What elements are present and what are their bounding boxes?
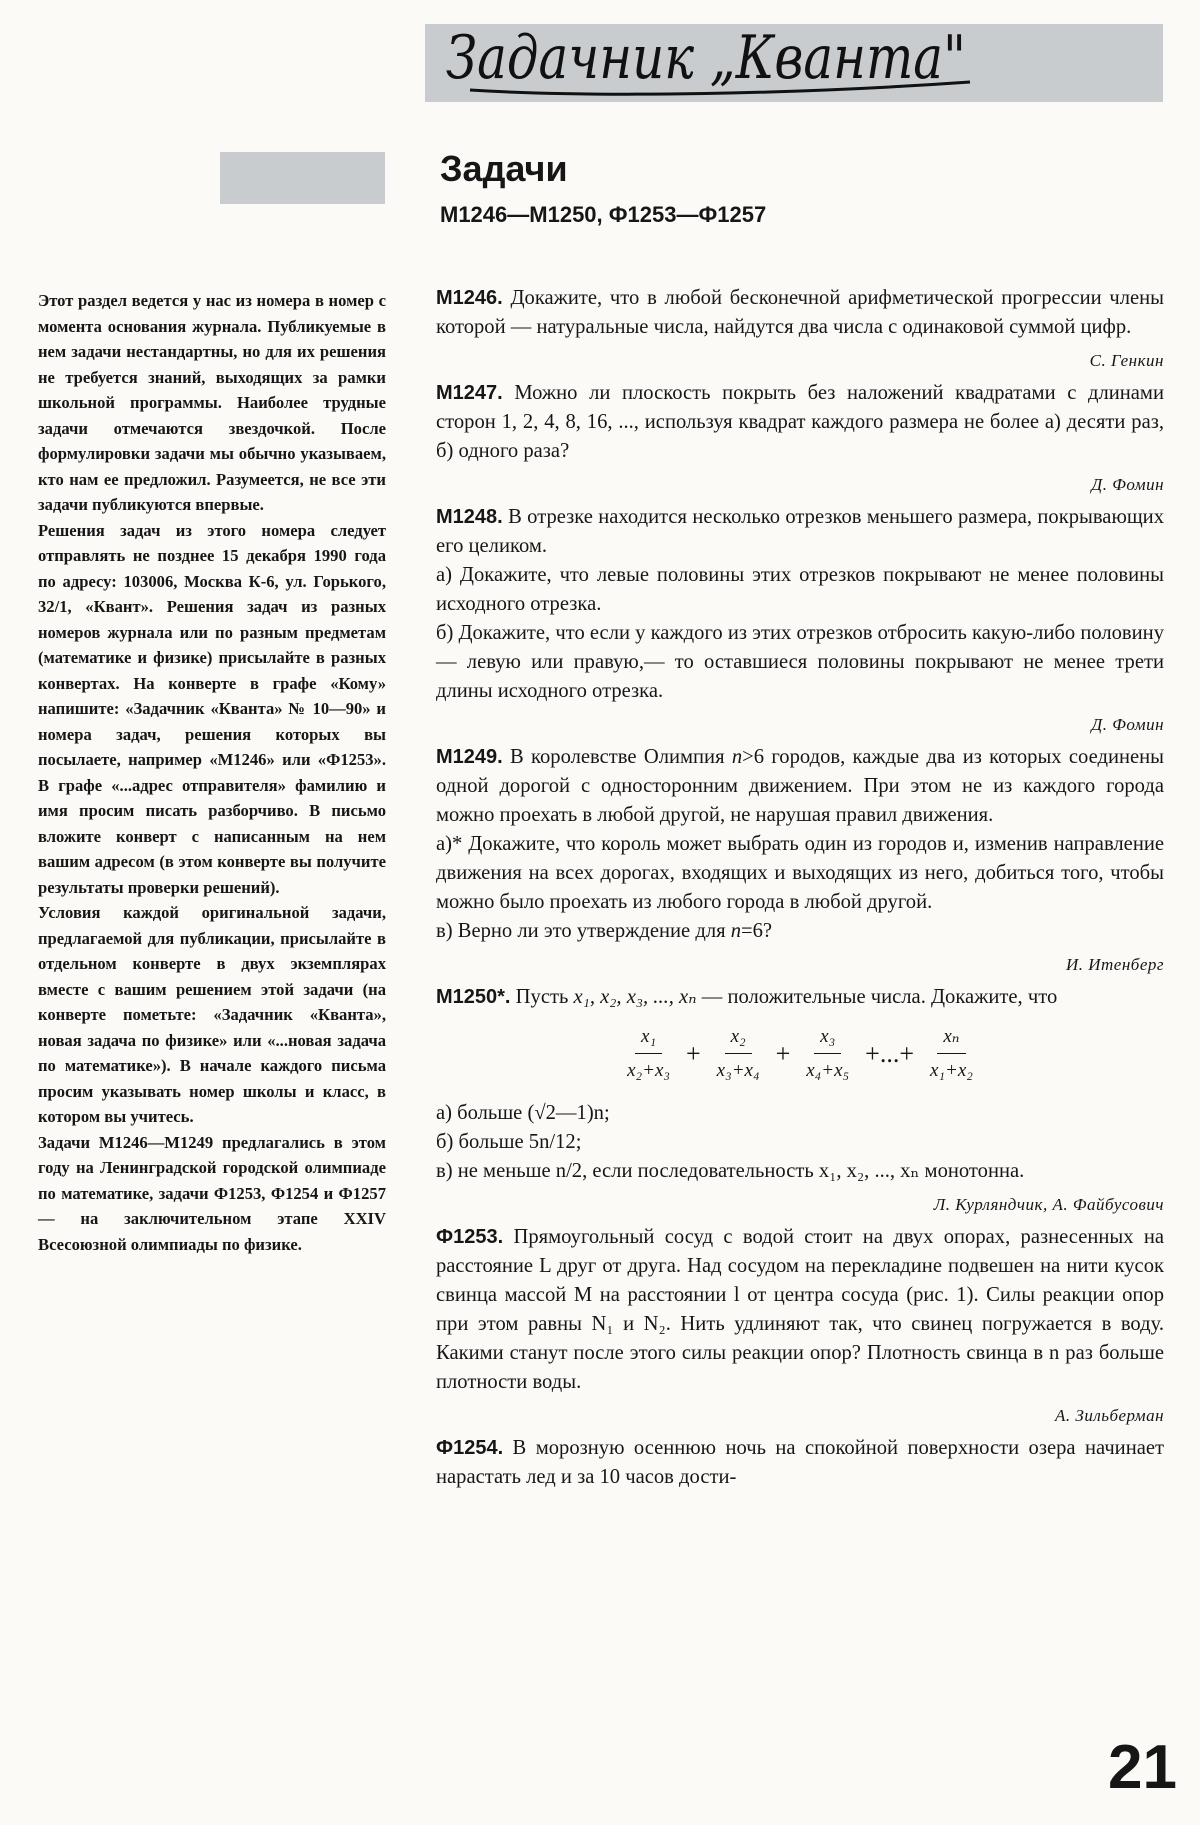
sidebar-paragraph: Задачи М1246—М1249 предлагались в этом году на Ленинградской городской олимпиаде по математике, задачи Ф1253, Ф1254 и Ф1257 — на заключительном этапе XXIV Всесоюзной олимпиады по физике. [38, 1132, 386, 1254]
problem-id: М1247. [436, 382, 503, 404]
variable-n: n [730, 920, 742, 942]
problem-author: А. Зильберман [1055, 1406, 1164, 1425]
problem-m1250 [436, 983, 1164, 1218]
problem-author: Д. Фомин [1091, 715, 1164, 734]
sidebar-paragraph: Условия каждой оригинальной задачи, предлагаемой для публикации, присылайте в отдельном конверте в двух экземплярах вместе с вашим решением этой задачи (на конверте пометьте: «Задачник «Кванта», новая задача по физике» или «...новая задача по математике»). В начале каждого письма просим указывать номер школы и класс, в котором вы учитесь. [38, 903, 386, 1126]
plus-sign: + [686, 1039, 701, 1068]
fraction [924, 1022, 979, 1085]
fraction-denominator: x₂+x₃ [627, 1060, 670, 1081]
problem-part-a: а)* Докажите, что король может выбрать один из городов и, изменив направление движения на всех дорогах, входящих и выходящих из него, добиться того, чтобы можно было проехать из любого города в любой другой. [436, 833, 1164, 913]
section-subtitle: М1246—М1250, Ф1253—Ф1257 [440, 202, 767, 227]
section-title: Задачи [440, 148, 568, 189]
problem-id: М1248. [436, 506, 503, 528]
fraction-numerator: x₂ [725, 1022, 752, 1054]
problem-id: Ф1253. [436, 1226, 504, 1248]
fraction-denominator: x₁+x₂ [929, 1060, 973, 1081]
problem-text: городов, каждые два из которых соединены одной дорогой с односторонним движением. При этом не из каждого города можно проехать в любой другой, не нарушая правил движения. [436, 746, 1164, 826]
page-number: 21 [1108, 1733, 1177, 1802]
problem-text: Докажите, что в любой бесконечной арифметической прогрессии члены которой — натуральные числа, найдутся два числа с одинаковой суммой цифр. [436, 287, 1164, 338]
problem-id: М1246. [436, 287, 503, 309]
problem-f1254 [436, 1434, 1164, 1492]
problem-text: Можно ли плоскость покрыть без наложений квадратами с длинами сторон 1, 2, 4, 8, 16, ..., используя квадрат каждого размера не более а) десяти раз, б) одного раза? [436, 382, 1164, 462]
problem-text: — положительные числа. Докажите, что [701, 986, 1058, 1008]
problem-f1253 [436, 1223, 1164, 1429]
sidebar-paragraph: Решения задач из этого номера следует отправлять не позднее 15 декабря 1990 года по адресу: 103006, Москва К-6, ул. Горького, 32/1, «Квант». Решения задач из разных номеров журнала или по разным предметам (математике и физике) присылайте в разных конвертах. На конверте в графе «Кому» напишите: «Задачник «Кванта» № 10—90» и номера задач, решения которых вы посылаете, например «М1246» или «Ф1253». В графе «...адрес отправителя» фамилию и имя просим писать разборчиво. В письмо вложите конверт с написанным на нем вашим адресом (в этом конверте вы получите результаты проверки решений). [38, 520, 386, 897]
problem-author: И. Итенберг [1065, 955, 1164, 974]
problem-text: Прямоугольный сосуд с водой стоит на двух опорах, разнесенных на расстояние L друг от друга. Над сосудом на перекладине подвешен на нити кусок свинца массой M на расстоянии l от центра сосуда (рис. 1). Силы реакции опор при этом равны N₁ и N₂. Нить удлиняют так, что свинец погружается в воду. Какими станут после этого силы реакции опор? Плотность свинца в n раз больше плотности воды. [436, 1226, 1164, 1393]
problems-column [436, 284, 1164, 1497]
problem-part-b-eq: =6? [741, 920, 773, 942]
problem-text: Пусть [515, 986, 569, 1008]
masthead-logo [440, 8, 980, 100]
problem-part-b: б) Докажите, что если у каждого из этих отрезков отбросить какую-либо половину — левую или правую,— то оставшиеся половины покрывают не менее трети длины исходного отрезка. [436, 622, 1164, 702]
problem-m1248 [436, 503, 1164, 738]
variable-n: n [731, 746, 743, 768]
plus-sign: + [775, 1039, 791, 1068]
sidebar-info [38, 288, 386, 1257]
problem-id: М1249. [436, 746, 503, 768]
fraction-numerator: x₃ [814, 1022, 841, 1054]
sequence-vars: x₁, x₂, x₃, ..., xₙ [573, 986, 697, 1008]
problem-id: Ф1254. [436, 1437, 504, 1459]
problem-part-b: в) Верно ли это утверждение для [436, 920, 731, 942]
problem-id: М1250*. [436, 986, 511, 1008]
problem-part-c: в) не меньше n/2, если последовательность x₁, x₂, ..., xₙ монотонна. [436, 1160, 1025, 1182]
problem-text: В королевстве Олимпия [510, 746, 732, 768]
problem-part-b: б) больше 5n/12; [436, 1131, 582, 1153]
fraction-denominator: x₄+x₅ [806, 1060, 850, 1081]
problem-author: С. Генкин [1089, 351, 1164, 370]
problem-text: В отрезке находится несколько отрезков меньшего размера, покрывающих его целиком. [436, 506, 1164, 557]
problem-m1249 [436, 743, 1164, 978]
ellipsis-sign: +...+ [865, 1039, 914, 1068]
fraction [800, 1022, 855, 1085]
problem-condition: >6 [742, 746, 765, 768]
problem-m1246 [436, 284, 1164, 374]
fraction-numerator: xₙ [937, 1022, 965, 1054]
masthead-text: Задачник „Кванта" [446, 23, 966, 93]
gray-tab [220, 152, 385, 204]
sidebar-paragraph: Этот раздел ведется у нас из номера в номер с момента основания журнала. Публикуемые в нем задачи нестандартны, но для их решения не требуется знаний, выходящих за рамки школьной программы. Наиболее трудные задачи отмечаются звездочкой. После формулировки задачи мы обычно указываем, кто нам ее предложил. Разумеется, не все эти задачи публикуются впервые. [38, 291, 386, 514]
fraction-denominator: x₃+x₄ [716, 1060, 760, 1081]
problem-text: В морозную осеннюю ночь на спокойной поверхности озера начинает нарастать лед и за 10 часов дости- [436, 1437, 1164, 1488]
problem-author: Л. Курляндчик, А. Файбусович [933, 1195, 1164, 1214]
fraction [711, 1022, 766, 1085]
problem-m1247 [436, 379, 1164, 498]
fraction-numerator: x₁ [635, 1022, 662, 1054]
inequality-formula [436, 1022, 1164, 1085]
problem-author: Д. Фомин [1091, 475, 1164, 494]
problem-part-a: а) больше (√2—1)n; [436, 1102, 610, 1124]
fraction [621, 1022, 676, 1085]
problem-part-a: а) Докажите, что левые половины этих отрезков покрывают не менее половины исходного отрезка. [436, 564, 1164, 615]
